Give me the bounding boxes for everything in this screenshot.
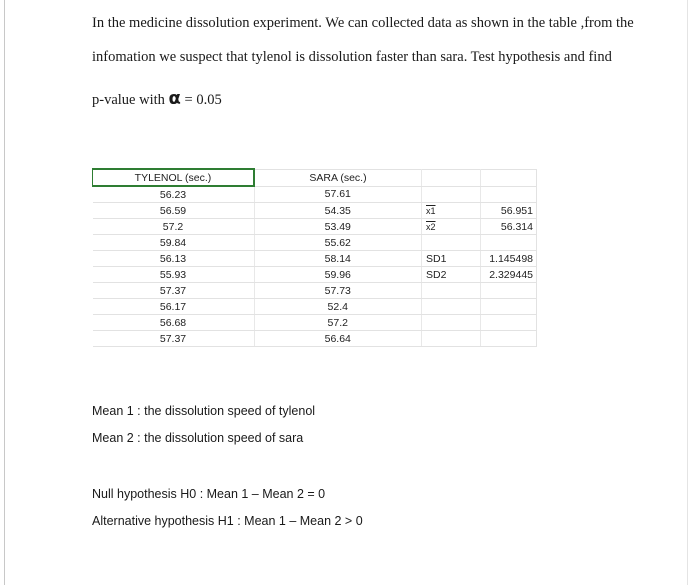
stat-label — [422, 283, 481, 299]
sara-value: 54.35 — [254, 203, 422, 219]
table-row — [93, 186, 537, 203]
table-row — [93, 331, 537, 347]
sara-value: 57.73 — [254, 283, 422, 299]
stat-value — [481, 299, 537, 315]
stat-value-sd2: 2.329445 — [481, 267, 537, 283]
header-sara: SARA (sec.) — [254, 169, 422, 186]
stat-value-mean2: 56.314 — [481, 219, 537, 235]
stat-value — [481, 186, 537, 203]
tylenol-value: 56.59 — [93, 203, 255, 219]
table-row — [93, 299, 537, 315]
null-hypothesis: Null hypothesis H0 : Mean 1 – Mean 2 = 0 — [92, 487, 326, 501]
stat-value — [481, 315, 537, 331]
sara-value: 56.64 — [254, 331, 422, 347]
tylenol-value: 56.13 — [93, 251, 255, 267]
page-right-border — [687, 0, 688, 585]
tylenol-value: 57.2 — [93, 219, 255, 235]
alpha-symbol: α — [168, 88, 181, 109]
table-row — [93, 235, 537, 251]
intro-line-3-prefix: p-value with — [92, 92, 165, 108]
header-tylenol[interactable]: TYLENOL (sec.) — [93, 169, 255, 186]
intro-line-3-suffix: = 0.05 — [184, 92, 222, 108]
mean1-definition: Mean 1 : the dissolution speed of tylenol — [92, 404, 316, 418]
stat-label-xbar2: x2 — [422, 219, 481, 235]
stat-label-sd2: SD2 — [422, 267, 481, 283]
stat-value — [481, 235, 537, 251]
tylenol-value: 56.68 — [93, 315, 255, 331]
sara-value: 55.62 — [254, 235, 422, 251]
stat-value — [481, 331, 537, 347]
stat-label-xbar1: x1 — [422, 203, 481, 219]
tylenol-value: 55.93 — [93, 267, 255, 283]
tylenol-value: 56.23 — [93, 186, 255, 203]
data-table — [92, 168, 537, 347]
stat-label — [422, 235, 481, 251]
sara-value: 53.49 — [254, 219, 422, 235]
tylenol-value: 56.17 — [93, 299, 255, 315]
table-cell — [422, 169, 481, 186]
sara-value: 58.14 — [254, 251, 422, 267]
intro-line-2: infomation we suspect that tylenol is dissolution faster than sara. Test hypothesis and find — [92, 49, 612, 65]
table-row — [93, 219, 537, 235]
table-row — [93, 283, 537, 299]
table-row — [93, 251, 537, 267]
table-row — [93, 267, 537, 283]
stat-label — [422, 186, 481, 203]
alternative-hypothesis: Alternative hypothesis H1 : Mean 1 – Mean 2 > 0 — [92, 514, 363, 528]
stat-value-sd1: 1.145498 — [481, 251, 537, 267]
tylenol-value: 57.37 — [93, 283, 255, 299]
tylenol-value: 59.84 — [93, 235, 255, 251]
stat-value-mean1: 56.951 — [481, 203, 537, 219]
intro-line-1: In the medicine dissolution experiment. We can collected data as shown in the table ,from the — [92, 15, 634, 31]
mean2-definition: Mean 2 : the dissolution speed of sara — [92, 431, 304, 445]
stat-label — [422, 331, 481, 347]
sara-value: 52.4 — [254, 299, 422, 315]
stat-value — [481, 283, 537, 299]
sara-value: 57.2 — [254, 315, 422, 331]
page-left-border — [4, 0, 5, 585]
stat-label — [422, 299, 481, 315]
stat-label-sd1: SD1 — [422, 251, 481, 267]
intro-line-3 — [92, 88, 222, 109]
table-cell — [481, 169, 537, 186]
stat-label — [422, 315, 481, 331]
table-header-row — [93, 169, 537, 186]
tylenol-value: 57.37 — [93, 331, 255, 347]
sara-value: 57.61 — [254, 186, 422, 203]
sara-value: 59.96 — [254, 267, 422, 283]
table-row — [93, 315, 537, 331]
table-row — [93, 203, 537, 219]
